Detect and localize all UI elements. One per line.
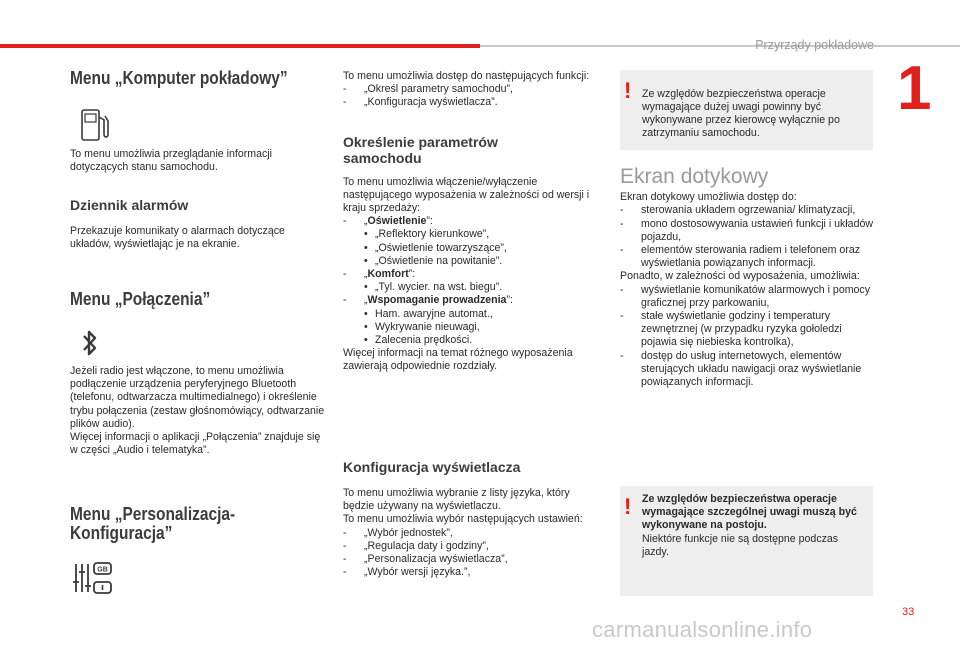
list-item: • „Oświetlenie na powitanie”.: [343, 255, 598, 268]
connections-title-wrap: [70, 289, 320, 309]
warning-text-1: Ze względów bezpieczeństwa operacje wymagające dużej uwagi powinny być wykonywane przez kierowcę wyłącznie po zatrzymaniu samochodu.: [642, 87, 840, 140]
list-item: - „Regulacja daty i godziny”,: [343, 540, 598, 553]
computer-text: To menu umożliwia przeglądanie informacji dotyczących stanu samochodu.: [70, 148, 272, 174]
warning-box-2: [620, 486, 873, 596]
list-item: - dostęp do usług internetowych, elementów sterujących układu nawigacji oraz wyświetlanie powiązanych informacji.: [620, 350, 875, 390]
watermark: carmanualsonline.info: [592, 617, 813, 642]
svg-text:GB: GB: [97, 566, 108, 574]
list-item: • Wykrywanie nieuwagi,: [343, 321, 598, 334]
header-gray-bar: [480, 45, 960, 47]
section-title-alarms: Dziennik alarmów: [70, 197, 189, 213]
list-item: - wyświetlanie komunikatów alarmowych i pomocy graficznej przy parkowaniu,: [620, 284, 875, 310]
list-item: - „Wybór wersji języka.”,: [343, 566, 598, 579]
list-item: - mono dostosowywania ustawień funkcji i układów pojazdu,: [620, 218, 875, 244]
list-item: - stałe wyświetlanie godziny i temperatury zewnętrznej (w przypadku ryzyka gołoledzi pojawia się niebieska kontrolka),: [620, 310, 875, 350]
list-item: • „Tyl. wycier. na wst. biegu”.: [343, 281, 598, 294]
list-item: - elementów sterowania radiem i telefonem oraz wyświetlania powiązanych informacji.: [620, 244, 875, 270]
chapter-number: 1: [897, 54, 932, 123]
list-item: - sterowania układem ogrzewania/ klimatyzacji,: [620, 204, 875, 217]
section-title-personalization: Menu „Personalizacja-Konfiguracja”: [70, 504, 236, 543]
section-title-display-config: Konfiguracja wyświetlacza: [343, 459, 521, 475]
alarms-section: [70, 197, 320, 251]
alarms-text: Przekazuje komunikaty o alarmach dotyczące układów, wyświetlając je na ekranie.: [70, 225, 285, 251]
group-driving-assist: - „Wspomaganie prowadzenia”:: [343, 294, 598, 307]
display-config-text1: To menu umożliwia wybranie z listy języka, który będzie używany na wyświetlaczu.: [343, 487, 570, 513]
list-item: • Ham. awaryjne automat.,: [343, 308, 598, 321]
touchscreen-intro: Ekran dotykowy umożliwia dostęp do:: [620, 191, 797, 204]
vehicle-params-footer: Więcej informacji na temat różnego wyposażenia zawierają odpowiednie rozdziały.: [343, 347, 573, 373]
column-3: [620, 165, 875, 389]
connections-text: Jeżeli radio jest włączone, to menu umożliwia podłączenie urządzenia peryferyjnego Bluetooth (telefonu, odtwarzacza multimedialnego) i określenie trybu połączenia (zestaw głośnomówiący, odtwarzanie plików audio). Więcej informacji o aplikacji „Połączenia” znajduje się w części „Audio i telematyka”.: [70, 365, 325, 457]
list-item: - „Personalizacja wyświetlacza”,: [343, 553, 598, 566]
header-title: Przyrządy pokładowe: [755, 38, 874, 52]
warning-icon: !: [624, 78, 632, 103]
page-number: 33: [902, 606, 915, 618]
header-red-bar: [0, 44, 480, 48]
section-title-vehicle-params: Określenie parametrów samochodu: [343, 133, 498, 166]
list-item: • „Oświetlenie towarzyszące”,: [343, 242, 598, 255]
personalization-title-wrap: [70, 505, 325, 543]
warning-box-1: [620, 70, 873, 150]
section-title-computer: Menu „Komputer pokładowy”: [70, 68, 288, 88]
vehicle-params-text: To menu umożliwia włączenie/wyłączenie następującego wyposażenia w zależności od wersji i kraju sprzedaży:: [343, 175, 590, 215]
warning-text-2-bold: Ze względów bezpieczeństwa operacje wymagające szczególnej uwagi muszą być wykonywane na postoju.: [642, 493, 857, 532]
section-title-connections: Menu „Połączenia”: [70, 289, 211, 309]
display-config-section: [343, 459, 598, 579]
column-1: [70, 68, 320, 88]
fuel-pump-display-icon: [80, 107, 110, 143]
warning-text-2: Niektóre funkcje nie są dostępne podczas jazdy.: [642, 532, 839, 558]
display-config-text2: To menu umożliwia wybór następujących ustawień:: [343, 513, 583, 526]
group-lighting: - „Oświetlenie”:: [343, 215, 598, 228]
settings-sliders-gb-icon: [72, 560, 114, 596]
bluetooth-icon: [80, 328, 100, 358]
column-2: [343, 70, 598, 374]
group-comfort: - „Komfort”:: [343, 268, 598, 281]
list-item: • Zalecenia prędkości.: [343, 334, 598, 347]
section-title-touchscreen: Ekran dotykowy: [620, 165, 769, 188]
list-item: - „Określ parametry samochodu”,: [343, 83, 598, 96]
list-item: - „Konfiguracja wyświetlacza”.: [343, 96, 598, 109]
touchscreen-mid: Ponadto, w zależności od wyposażenia, umożliwia:: [620, 270, 860, 283]
list-item: - „Wybór jednostek”,: [343, 527, 598, 540]
warning-icon: !: [624, 494, 632, 519]
menu-intro: To menu umożliwia dostęp do następujących funkcji:: [343, 70, 590, 82]
list-item: • „Reflektory kierunkowe”,: [343, 228, 598, 241]
